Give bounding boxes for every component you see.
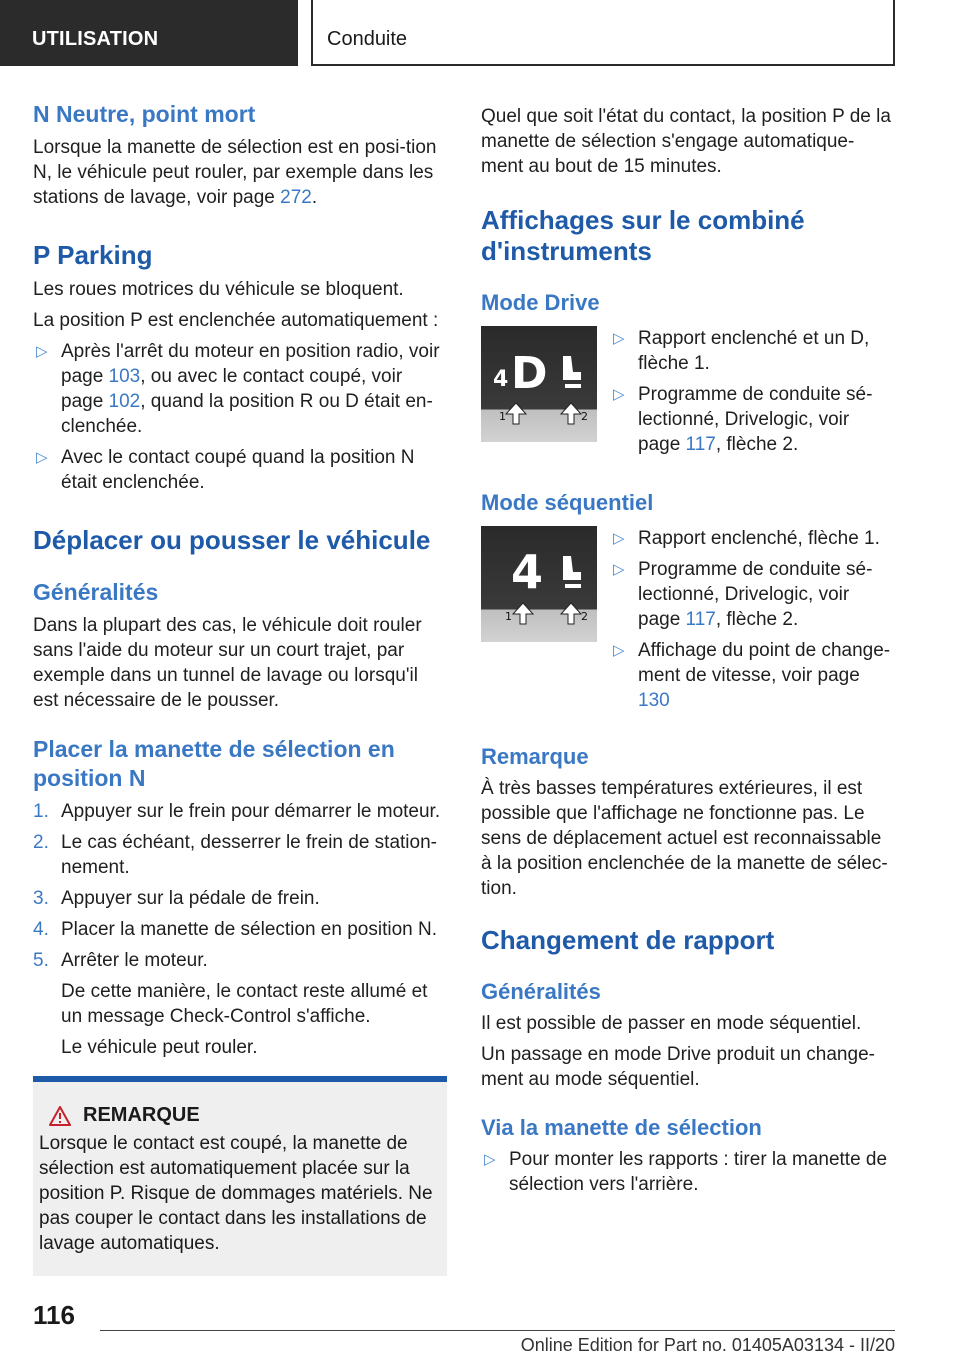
right-column	[481, 104, 895, 1197]
gear-digit: 4	[511, 545, 544, 599]
parking-text-2: La position P est enclenchée automatiquement :	[33, 310, 439, 331]
drive-list	[610, 326, 895, 457]
drive-display-image	[481, 326, 597, 442]
svg-text:2: 2	[581, 410, 588, 423]
step-item: 1. Appuyer sur le frein pour démarrer le moteur.	[33, 801, 441, 822]
triangle-bullet-icon: ▷	[36, 449, 48, 466]
svg-text:2: 2	[581, 610, 588, 623]
page-link[interactable]: 117	[685, 434, 716, 455]
seq-list	[610, 526, 895, 713]
seq-title: Mode séquentiel	[481, 490, 654, 515]
svg-text:1: 1	[499, 410, 506, 423]
change-text-1: Il est possible de passer en mode séquentiel.	[481, 1013, 862, 1034]
list-item: ▷ Après l'arrêt du moteur en position radio, voir page 103, ou avec le contact coupé, voir page 102, quand la position R ou D était en‐clenchée.	[36, 341, 440, 437]
triangle-bullet-icon: ▷	[613, 642, 625, 659]
page-header	[0, 0, 960, 66]
chapter-tab	[311, 0, 895, 66]
page-link[interactable]: 117	[685, 609, 716, 630]
edition-info: Online Edition for Part no. 01405A03134 - II/20	[520, 1335, 895, 1355]
triangle-bullet-icon: ▷	[613, 330, 625, 347]
step-item: 5. Arrêter le moteur.	[33, 950, 208, 971]
gear-digit: 4	[493, 367, 509, 392]
step-5-detail: De cette manière, le contact reste allumé et un message Check-Control s'affiche.	[61, 981, 428, 1027]
warning-triangle-icon	[49, 1106, 71, 1126]
warning-box	[33, 1076, 447, 1276]
list-item: ▷ Rapport enclenché, flèche 1.	[613, 528, 880, 549]
parking-title: P Parking	[33, 240, 153, 270]
intro-text: Quel que soit l'état du contact, la position P de la manette de sélection s'engage automatique‐ment au bout de 15 minutes.	[481, 106, 891, 177]
warning-title: REMARQUE	[83, 1104, 200, 1126]
remark-text: À très basses températures extérieures, il est possible que l'affichage ne fonctionne pas. Le sens de déplacement actuel est reconnaissable à la position enclenchée de la manette de sélec‐tion.	[481, 778, 888, 899]
remark-title: Remarque	[481, 744, 589, 769]
change-title: Changement de rapport	[481, 925, 775, 955]
drive-letter: D	[511, 348, 548, 399]
page-link[interactable]: 103	[108, 366, 141, 387]
step-item: 4. Placer la manette de sélection en position N.	[33, 919, 437, 940]
list-item: ▷ Programme de conduite sé‐lectionné, Drivelogic, voir page 117, flèche 2.	[613, 559, 873, 630]
step-item: 3. Appuyer sur la pédale de frein.	[33, 888, 320, 909]
footer-divider	[100, 1330, 895, 1331]
triangle-bullet-icon: ▷	[613, 530, 625, 547]
page-link[interactable]: 102	[108, 391, 141, 412]
left-column	[33, 100, 447, 1276]
move-general-title: Généralités	[33, 579, 159, 605]
triangle-bullet-icon: ▷	[484, 1151, 496, 1168]
neutral-title: N Neutre, point mort	[33, 101, 256, 127]
page-link[interactable]: 272	[280, 187, 312, 208]
seq-section	[481, 526, 895, 713]
seq-display-image	[481, 526, 597, 642]
page-link[interactable]: 130	[638, 690, 670, 711]
drive-title: Mode Drive	[481, 290, 600, 315]
change-general-title: Généralités	[481, 979, 601, 1004]
step-item: 2. Le cas échéant, desserrer le frein de station‐nement.	[33, 832, 437, 878]
placer-title: Placer la manette de sélection en position N	[33, 736, 395, 791]
list-item: ▷ Rapport enclenché et un D, flèche 1.	[613, 328, 870, 374]
display-title: Affichages sur le combiné d'instruments	[481, 205, 805, 266]
section-tab	[0, 0, 298, 66]
list-item: ▷ Pour monter les rapports : tirer la manette de sélection vers l'arrière.	[484, 1149, 888, 1195]
change-text-2: Un passage en mode Drive produit un change‐ment au mode séquentiel.	[481, 1044, 875, 1090]
triangle-bullet-icon: ▷	[613, 386, 625, 403]
parking-text-1: Les roues motrices du véhicule se bloquent.	[33, 279, 404, 300]
drive-section	[481, 326, 895, 457]
list-item: ▷ Affichage du point de change‐ment de vitesse, voir page 130	[613, 640, 891, 711]
step-5-detail: Le véhicule peut rouler.	[61, 1037, 258, 1058]
triangle-bullet-icon: ▷	[613, 561, 625, 578]
move-general-text: Dans la plupart des cas, le véhicule doit rouler sans l'aide du moteur sur un court trajet, par exemple dans un tunnel de lavage ou lorsqu'il est nécessaire de le pousser.	[33, 615, 422, 711]
move-title: Déplacer ou pousser le véhicule	[33, 525, 431, 555]
neutral-text: Lorsque la manette de sélection est en posi‐tion N, le véhicule peut rouler, par exemple dans les stations de lavage, voir page 272.	[33, 137, 437, 208]
warning-header	[49, 1104, 441, 1127]
list-item: ▷ Programme de conduite sé‐lectionné, Drivelogic, voir page 117, flèche 2.	[613, 384, 873, 455]
section-label: UTILISATION	[32, 28, 159, 50]
list-item: ▷ Avec le contact coupé quand la position N était enclenchée.	[36, 447, 415, 493]
triangle-bullet-icon: ▷	[36, 343, 48, 360]
svg-text:1: 1	[505, 610, 512, 623]
chapter-label: Conduite	[327, 28, 408, 50]
page-number: 116	[33, 1300, 75, 1330]
via-title: Via la manette de sélection	[481, 1115, 762, 1140]
warning-text: Lorsque le contact est coupé, la manette de sélection est automatiquement placée sur la position P. Risque de dommages matériels. Ne pas couper le contact dans les installations de lavage automatiques.	[39, 1133, 433, 1254]
